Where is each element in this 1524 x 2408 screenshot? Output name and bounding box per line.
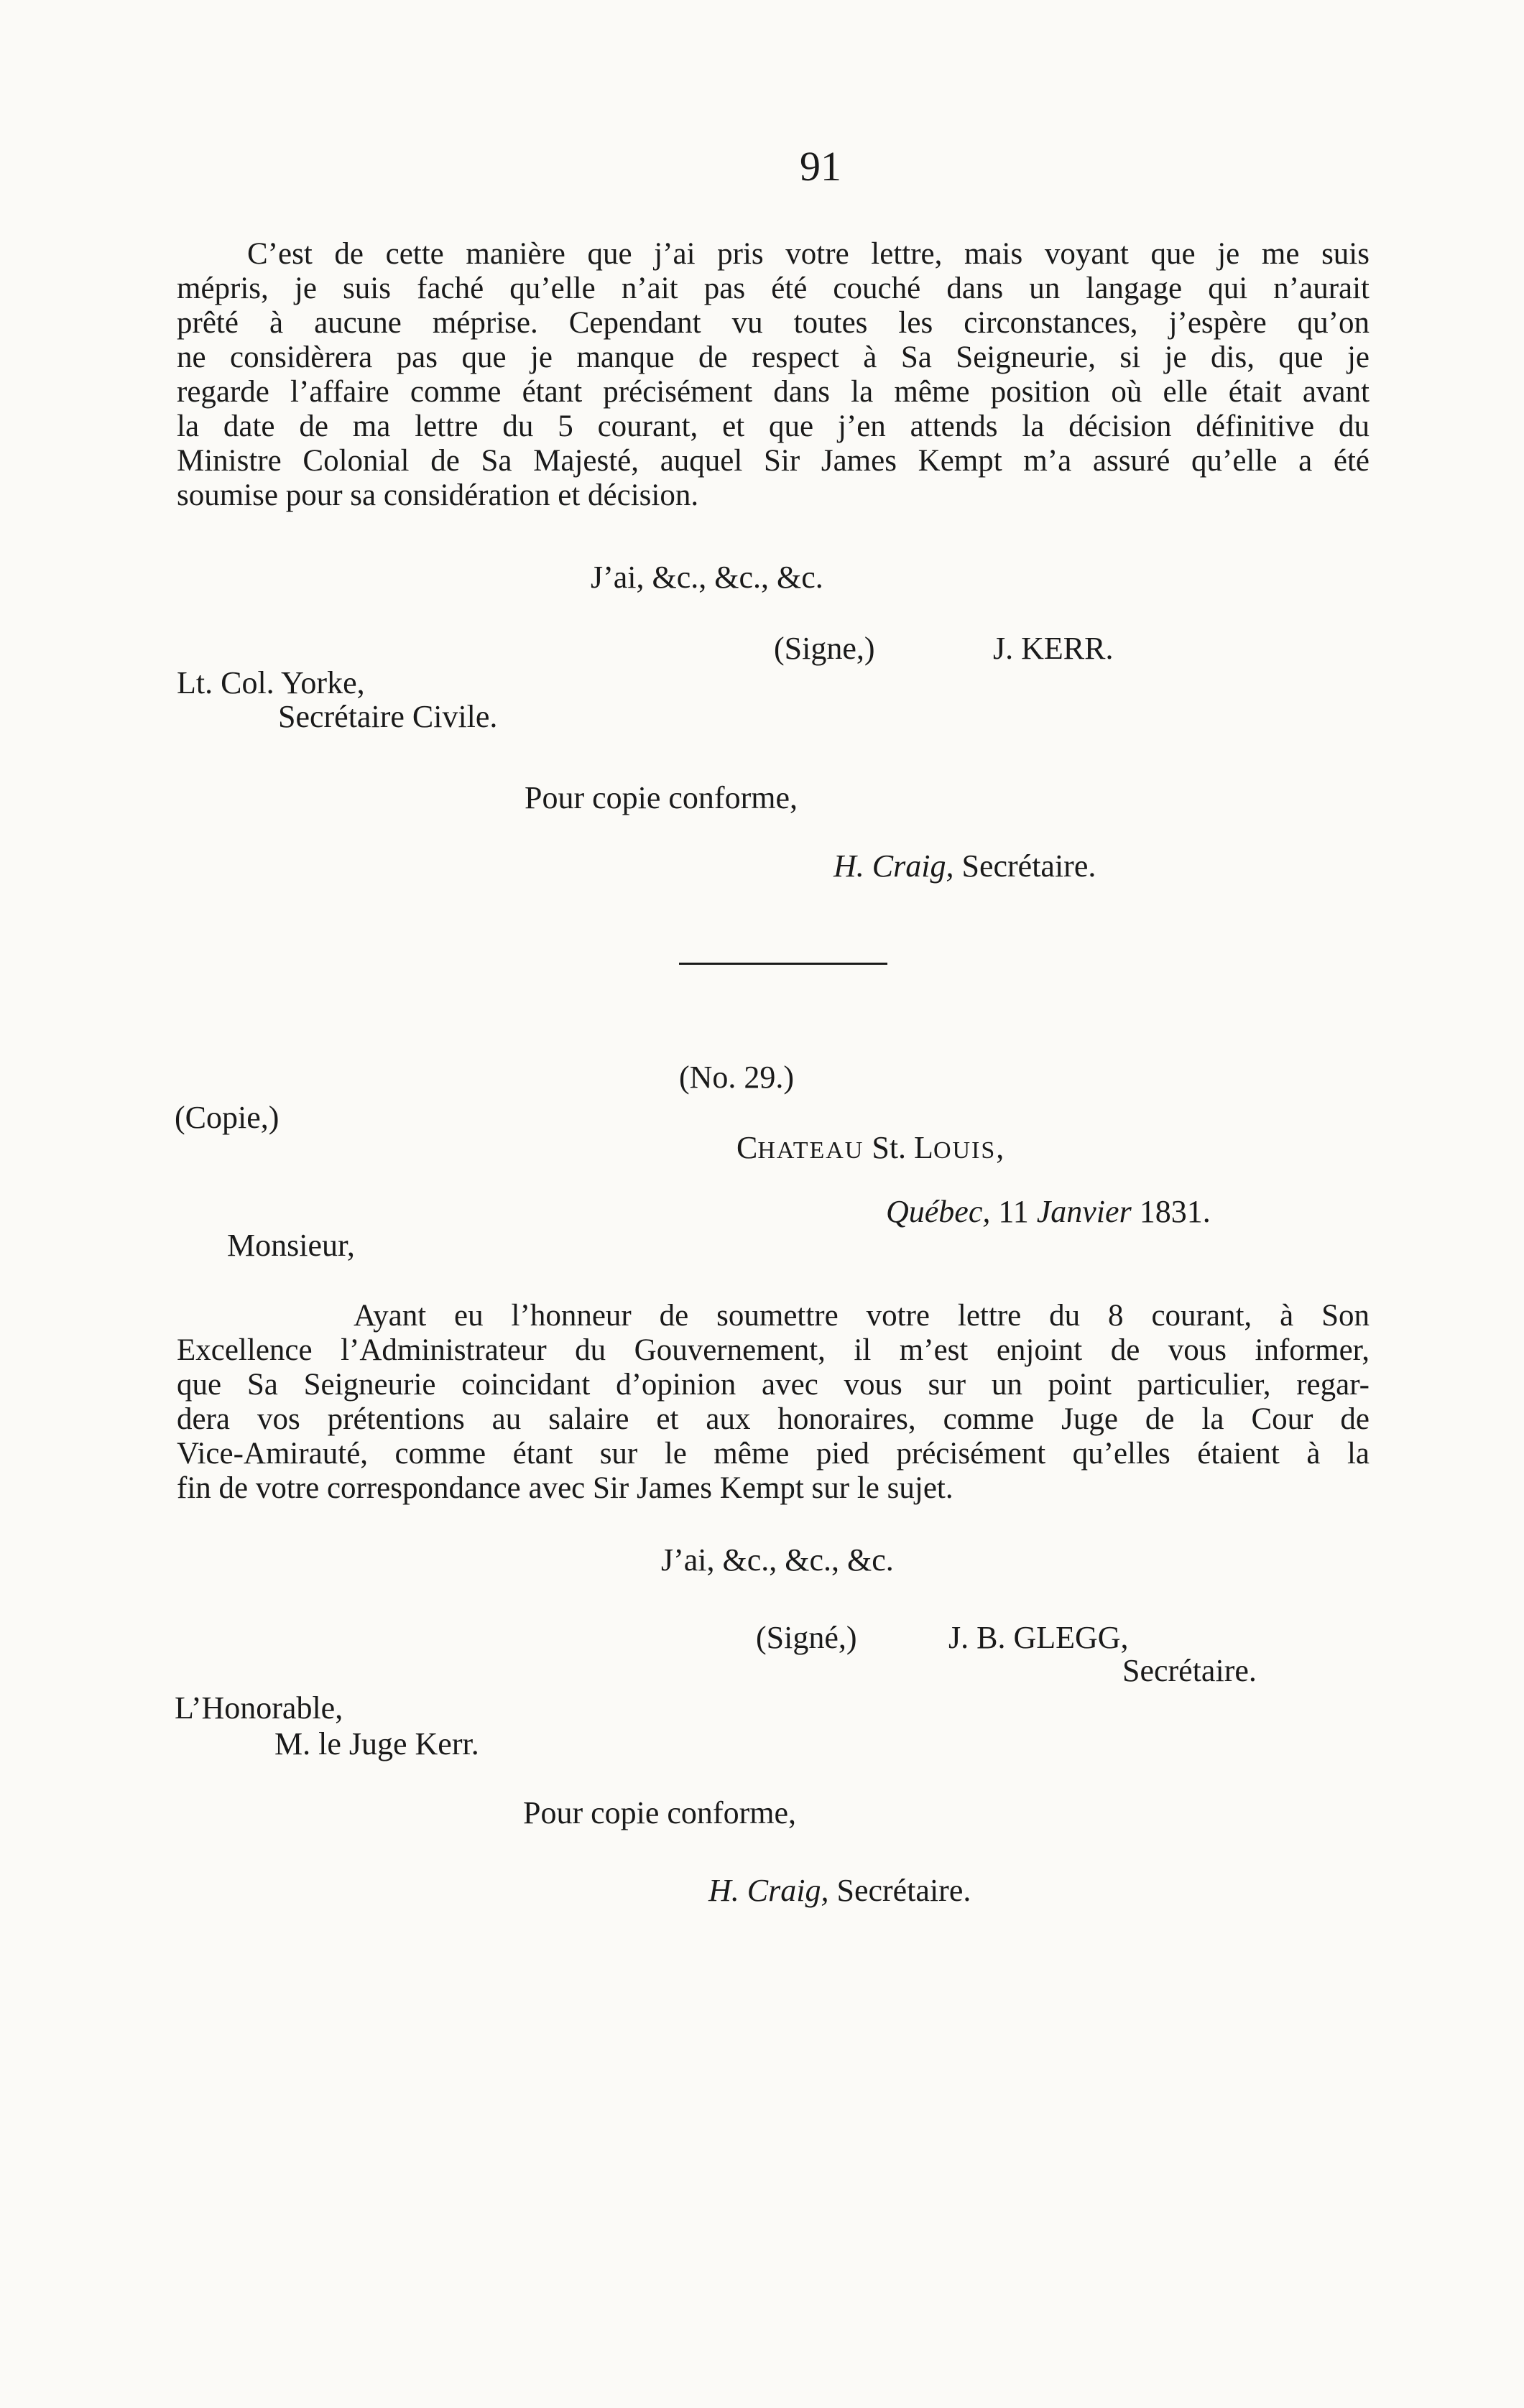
place-st: St. [864, 1130, 915, 1165]
date-year: 1831. [1139, 1194, 1211, 1229]
paragraph-line: mépris, je suis faché qu’elle n’ait pas été couché dans un langage qui n’aurait [177, 272, 1370, 305]
paragraph-line: ne considèrera pas que je manque de respect à Sa Seigneurie, si je dis, que je [177, 341, 1370, 374]
place-initial: L [914, 1130, 933, 1165]
letter2-closing: J’ai, &c., &c., &c. [661, 1542, 894, 1578]
separator-rule [679, 963, 887, 965]
letter2-number: (No. 29.) [679, 1060, 795, 1095]
letter2-date [886, 1193, 1211, 1230]
paragraph-line: regarde l’affaire comme étant précisément dans la même position où elle était avant [177, 375, 1370, 409]
letter1-copy-signature [833, 848, 1096, 884]
letter2-signatory: J. B. GLEGG, [948, 1620, 1129, 1655]
letter1-addressee-name: Lt. Col. Yorke, [177, 665, 365, 700]
letter1-closing: J’ai, &c., &c., &c. [591, 560, 823, 595]
place-smallcaps: OUIS [933, 1137, 997, 1164]
copy-label: (Copie,) [175, 1100, 280, 1135]
letter2-place [736, 1129, 1004, 1166]
letter1-copy-note: Pour copie conforme, [525, 780, 798, 815]
paragraph-line: soumise pour sa considération et décision. [177, 478, 699, 512]
copy-signer-title: Secrétaire. [961, 848, 1096, 884]
letter2-copy-signature [708, 1872, 971, 1909]
paragraph-line: Vice-Amirauté, comme étant sur le même pied précisément qu’elles étaient à la [177, 1437, 1370, 1471]
date-day: 11 [998, 1194, 1029, 1229]
letter1-paragraph [177, 237, 1370, 513]
place-smallcaps: HATEAU [757, 1137, 864, 1164]
date-month: Janvier [1036, 1194, 1132, 1229]
page-number: 91 [800, 143, 841, 190]
paragraph-line: Excellence l’Administrateur du Gouvernement, il m’est enjoint de vous informer, [177, 1333, 1370, 1367]
letter1-addressee-title: Secrétaire Civile. [278, 699, 498, 734]
paragraph-line: fin de votre correspondance avec Sir James Kempt sur le sujet. [177, 1471, 953, 1505]
letter1-signatory: J. KERR. [993, 631, 1114, 666]
letter2-copy-note: Pour copie conforme, [523, 1795, 796, 1830]
copy-signer: H. Craig, [833, 848, 954, 884]
copy-signer-title: Secrétaire. [836, 1873, 971, 1908]
letter2-addressee-line2: M. le Juge Kerr. [274, 1726, 479, 1761]
paragraph-line: prêté à aucune méprise. Cependant vu toutes les circonstances, j’espère qu’on [177, 306, 1370, 340]
paragraph-line: Ayant eu l’honneur de soumettre votre lettre du 8 courant, à Son [354, 1299, 1370, 1333]
date-city: Québec, [886, 1194, 991, 1229]
letter2-paragraph [177, 1299, 1370, 1506]
copy-signer: H. Craig, [708, 1873, 829, 1908]
place-initial: C [736, 1130, 758, 1165]
letter1-signed-label: (Signe,) [774, 631, 875, 666]
letter2-signed-label: (Signé,) [756, 1620, 857, 1655]
paragraph-line: Ministre Colonial de Sa Majesté, auquel Sir James Kempt m’a assuré qu’elle a été [177, 444, 1370, 478]
letter2-addressee-line1: L’Honorable, [175, 1690, 343, 1726]
salutation: Monsieur, [227, 1228, 355, 1263]
paragraph-line: la date de ma lettre du 5 courant, et que j’en attends la décision définitive du [177, 409, 1370, 443]
place-comma: , [996, 1130, 1005, 1165]
letter2-signatory-title: Secrétaire. [1122, 1653, 1257, 1688]
paragraph-line: que Sa Seigneurie coincidant d’opinion avec vous sur un point particulier, regar- [177, 1368, 1370, 1402]
paragraph-line: C’est de cette manière que j’ai pris votre lettre, mais voyant que je me suis [247, 237, 1370, 271]
paragraph-line: dera vos prétentions au salaire et aux honoraires, comme Juge de la Cour de [177, 1402, 1370, 1436]
